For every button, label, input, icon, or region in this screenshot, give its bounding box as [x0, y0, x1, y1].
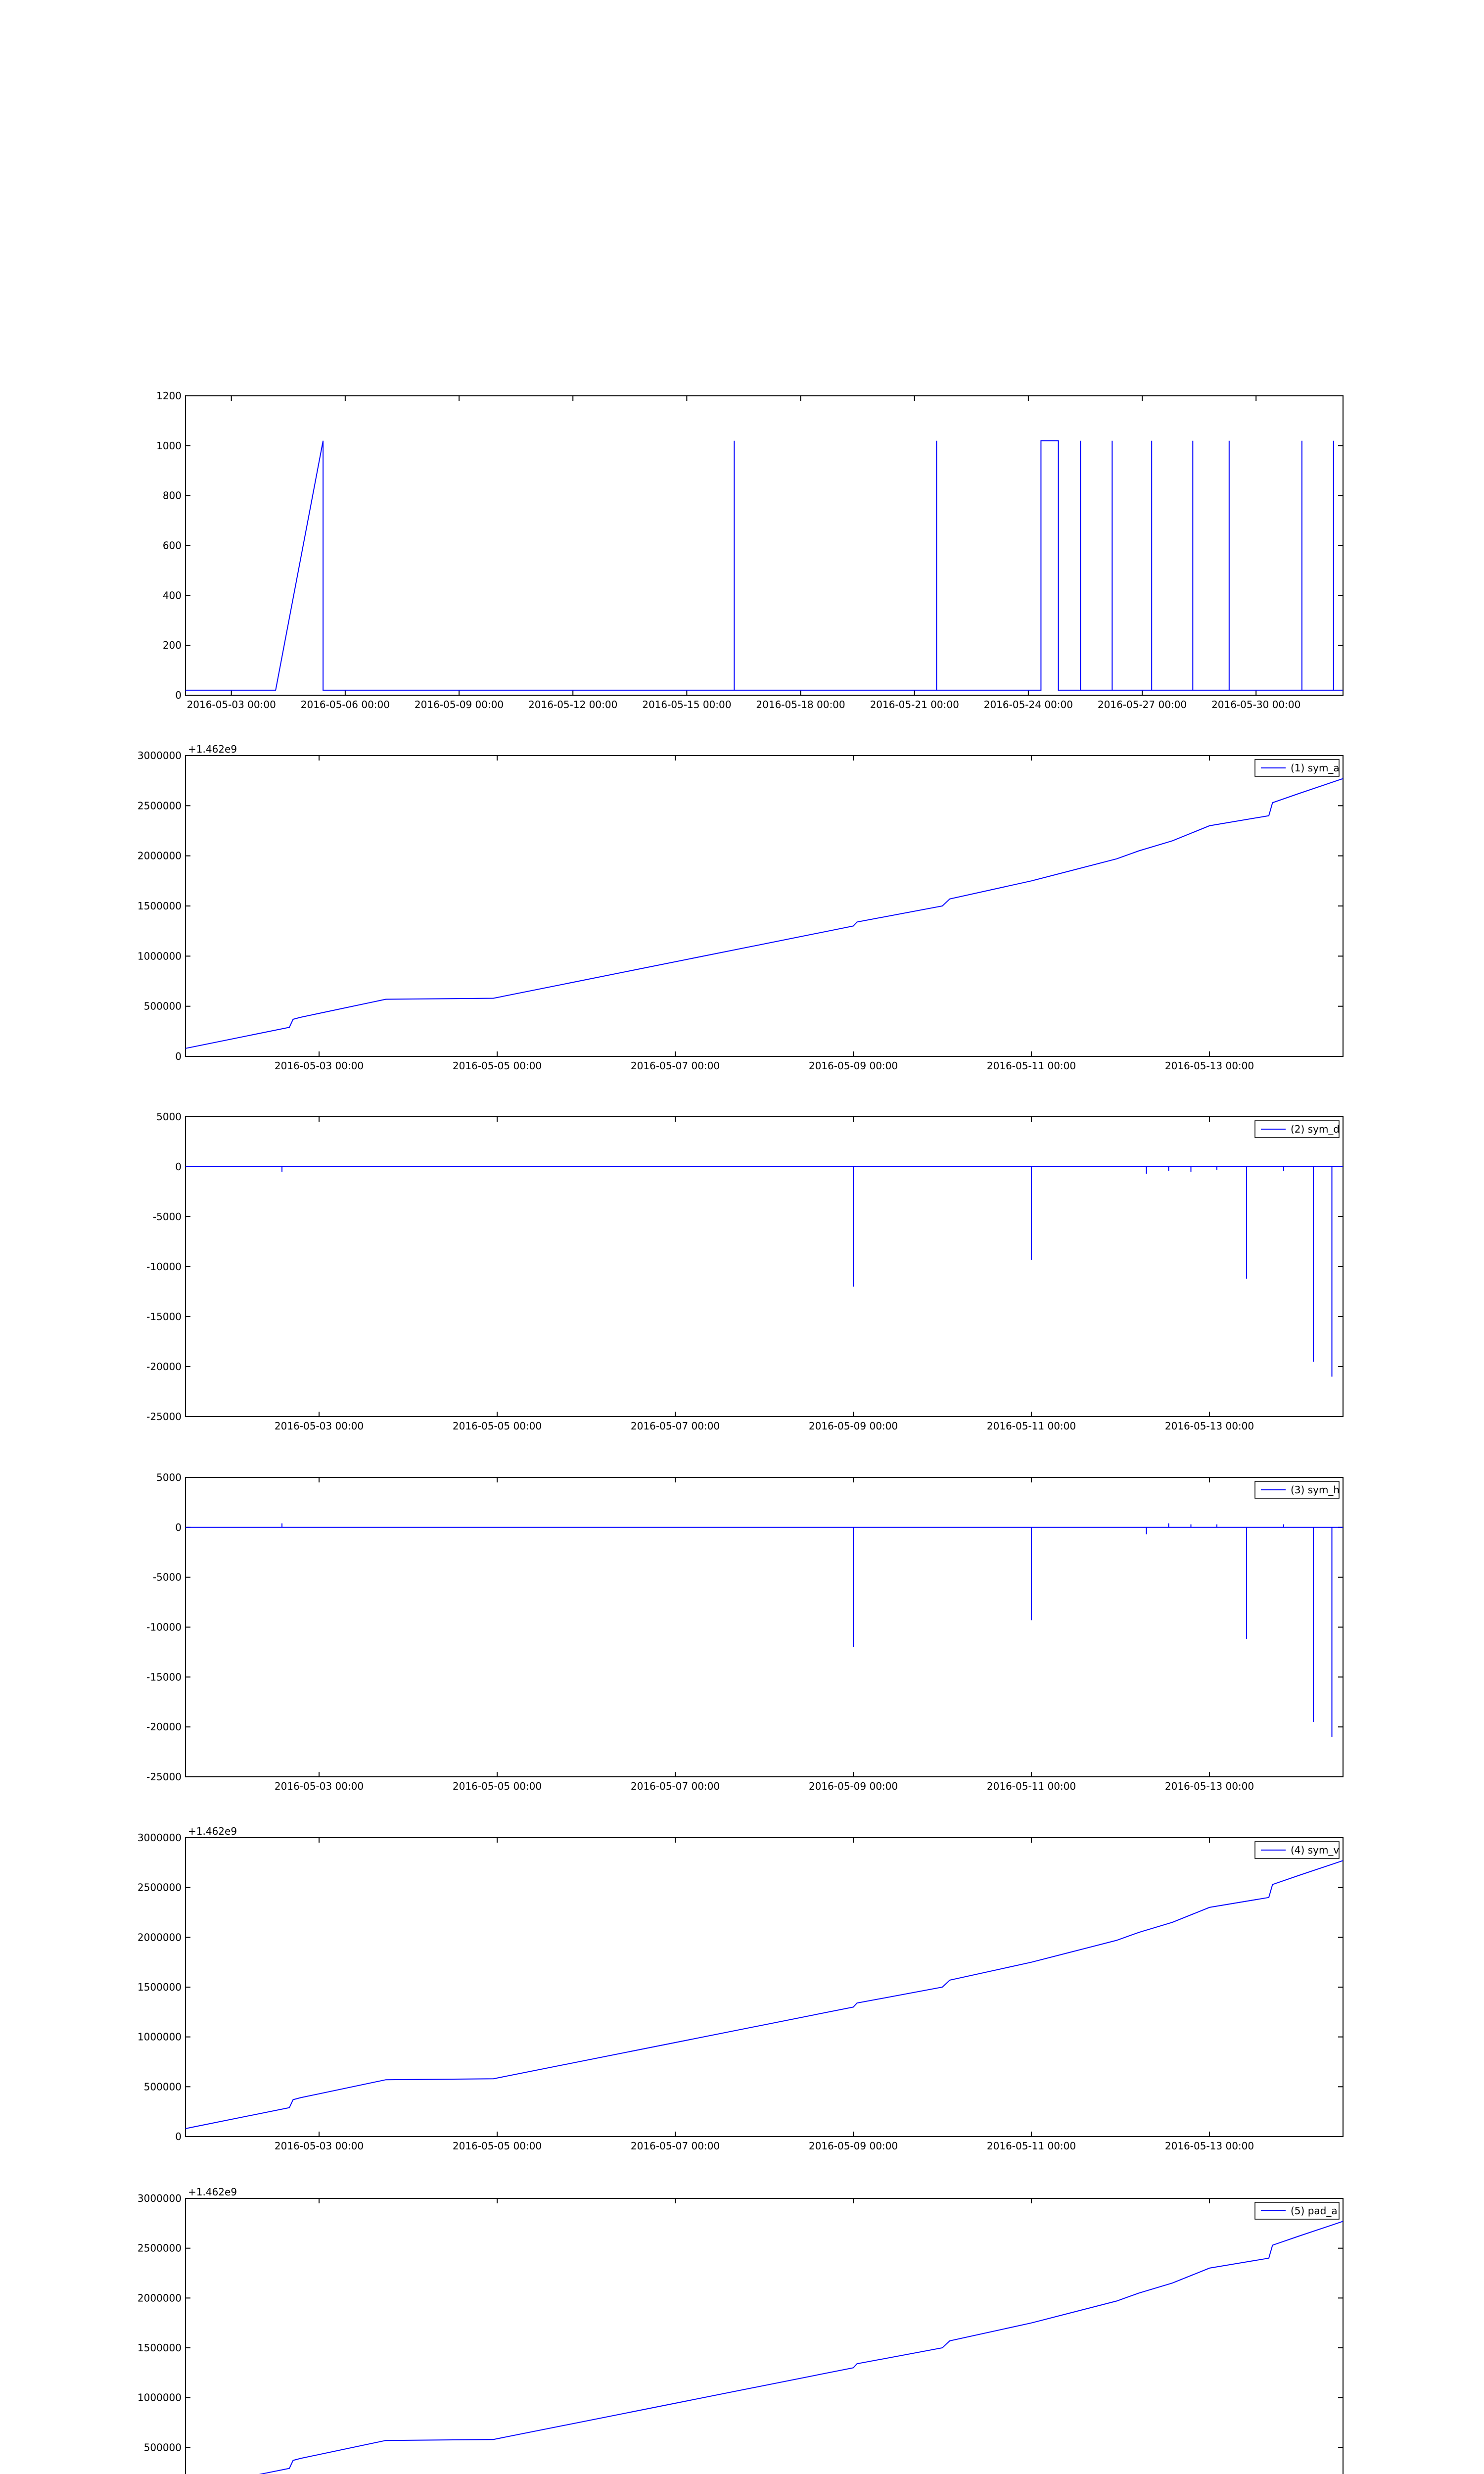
series-line — [186, 779, 1343, 1048]
x-tick-label: 2016-05-03 00:00 — [274, 1780, 364, 1792]
chart-panel-5 — [138, 2186, 1343, 2474]
y-tick-label: 1000000 — [137, 950, 182, 962]
y-tick-label: 1500000 — [137, 1981, 182, 1993]
series-line — [186, 1523, 1343, 1737]
x-tick-label: 2016-05-06 00:00 — [300, 699, 390, 711]
x-tick-label: 2016-05-09 00:00 — [808, 1060, 898, 1072]
chart-panel-2 — [146, 1111, 1343, 1432]
y-tick-label: 3000000 — [137, 1832, 182, 1844]
x-tick-label: 2016-05-09 00:00 — [808, 2140, 898, 2152]
y-tick-label: 0 — [175, 689, 182, 701]
y-tick-label: -10000 — [146, 1261, 182, 1273]
y-tick-label: 1500000 — [137, 2342, 182, 2354]
x-tick-label: 2016-05-03 00:00 — [186, 699, 276, 711]
x-tick-label: 2016-05-05 00:00 — [452, 1420, 542, 1432]
chart-panel-4 — [138, 1825, 1343, 2152]
y-tick-label: 1000000 — [137, 2031, 182, 2043]
x-tick-label: 2016-05-07 00:00 — [630, 1780, 720, 1792]
plot-frame — [186, 2198, 1343, 2474]
chart-panel-3 — [146, 1472, 1343, 1792]
plot-frame — [186, 1838, 1343, 2137]
y-tick-label: 0 — [175, 2131, 182, 2142]
x-tick-label: 2016-05-05 00:00 — [452, 1060, 542, 1072]
x-tick-label: 2016-05-07 00:00 — [630, 2140, 720, 2152]
y-tick-label: 3000000 — [137, 750, 182, 761]
x-tick-label: 2016-05-13 00:00 — [1164, 1780, 1254, 1792]
x-tick-label: 2016-05-03 00:00 — [274, 2140, 364, 2152]
x-tick-label: 2016-05-03 00:00 — [274, 1060, 364, 1072]
y-tick-label: 400 — [162, 589, 182, 602]
y-tick-label: 500000 — [143, 2081, 182, 2093]
y-tick-label: 5000 — [156, 1472, 182, 1483]
legend-label: (1) sym_a — [1291, 762, 1340, 774]
y-offset-label: +1.462e9 — [188, 743, 237, 755]
y-tick-label: 1000 — [156, 439, 182, 452]
y-offset-label: +1.462e9 — [188, 1825, 237, 1837]
y-tick-label: 1500000 — [137, 900, 182, 912]
x-tick-label: 2016-05-13 00:00 — [1164, 1060, 1254, 1072]
y-tick-label: -5000 — [152, 1211, 182, 1223]
x-tick-label: 2016-05-13 00:00 — [1164, 1420, 1254, 1432]
x-tick-label: 2016-05-12 00:00 — [528, 699, 618, 711]
y-tick-label: 500000 — [143, 1000, 182, 1012]
x-tick-label: 2016-05-13 00:00 — [1164, 2140, 1254, 2152]
chart-panel-1 — [138, 743, 1343, 1072]
legend-label: (5) pad_a — [1291, 2205, 1338, 2217]
y-tick-label: 2000000 — [137, 2292, 182, 2304]
y-tick-label: 2500000 — [137, 800, 182, 812]
x-tick-label: 2016-05-05 00:00 — [452, 2140, 542, 2152]
series-line — [186, 1167, 1343, 1377]
y-tick-label: -10000 — [146, 1621, 182, 1633]
x-tick-label: 2016-05-30 00:00 — [1211, 699, 1301, 711]
y-tick-label: 200 — [162, 639, 182, 652]
x-tick-label: 2016-05-11 00:00 — [986, 1060, 1076, 1072]
x-tick-label: 2016-05-07 00:00 — [630, 1060, 720, 1072]
series-line — [186, 1860, 1343, 2129]
y-tick-label: 2500000 — [137, 2242, 182, 2254]
y-tick-label: -25000 — [146, 1411, 182, 1423]
y-tick-label: 1000000 — [137, 2391, 182, 2404]
y-tick-label: 2500000 — [137, 1881, 182, 1894]
y-tick-label: 0 — [175, 1521, 182, 1533]
y-offset-label: +1.462e9 — [188, 2186, 237, 2198]
plot-frame — [186, 396, 1343, 695]
legend-label: (3) sym_h — [1291, 1484, 1340, 1496]
y-tick-label: 0 — [175, 1050, 182, 1062]
x-tick-label: 2016-05-07 00:00 — [630, 1420, 720, 1432]
x-tick-label: 2016-05-09 00:00 — [808, 1780, 898, 1792]
plot-frame — [186, 1477, 1343, 1777]
x-tick-label: 2016-05-09 00:00 — [808, 1420, 898, 1432]
y-tick-label: -15000 — [146, 1311, 182, 1323]
y-tick-label: -15000 — [146, 1671, 182, 1683]
x-tick-label: 2016-05-03 00:00 — [274, 1420, 364, 1432]
x-tick-label: 2016-05-11 00:00 — [986, 1420, 1076, 1432]
y-tick-label: 2000000 — [137, 1931, 182, 1944]
plot-frame — [186, 1117, 1343, 1417]
legend-label: (2) sym_d — [1291, 1123, 1340, 1135]
y-tick-label: 600 — [162, 539, 182, 552]
y-tick-label: -25000 — [146, 1771, 182, 1783]
x-tick-label: 2016-05-11 00:00 — [986, 2140, 1076, 2152]
x-tick-label: 2016-05-11 00:00 — [986, 1780, 1076, 1792]
series-line — [186, 2221, 1343, 2474]
y-tick-label: -5000 — [152, 1571, 182, 1583]
y-tick-label: 3000000 — [137, 2192, 182, 2204]
y-tick-label: 1200 — [156, 390, 182, 402]
x-tick-label: 2016-05-21 00:00 — [870, 699, 959, 711]
x-tick-label: 2016-05-15 00:00 — [642, 699, 732, 711]
series-line — [186, 441, 1343, 690]
legend-label: (4) sym_v — [1291, 1844, 1340, 1856]
x-tick-label: 2016-05-09 00:00 — [414, 699, 504, 711]
y-tick-label: 5000 — [156, 1111, 182, 1123]
x-tick-label: 2016-05-18 00:00 — [756, 699, 845, 711]
y-tick-label: 0 — [175, 1161, 182, 1173]
y-tick-label: 500000 — [143, 2441, 182, 2454]
x-tick-label: 2016-05-27 00:00 — [1097, 699, 1187, 711]
plot-frame — [186, 756, 1343, 1056]
x-tick-label: 2016-05-24 00:00 — [983, 699, 1073, 711]
y-tick-label: 2000000 — [137, 850, 182, 862]
y-tick-label: -20000 — [146, 1361, 182, 1373]
y-tick-label: -20000 — [146, 1721, 182, 1733]
x-tick-label: 2016-05-05 00:00 — [452, 1780, 542, 1792]
y-tick-label: 800 — [162, 489, 182, 502]
chart-panel-0 — [156, 390, 1343, 711]
